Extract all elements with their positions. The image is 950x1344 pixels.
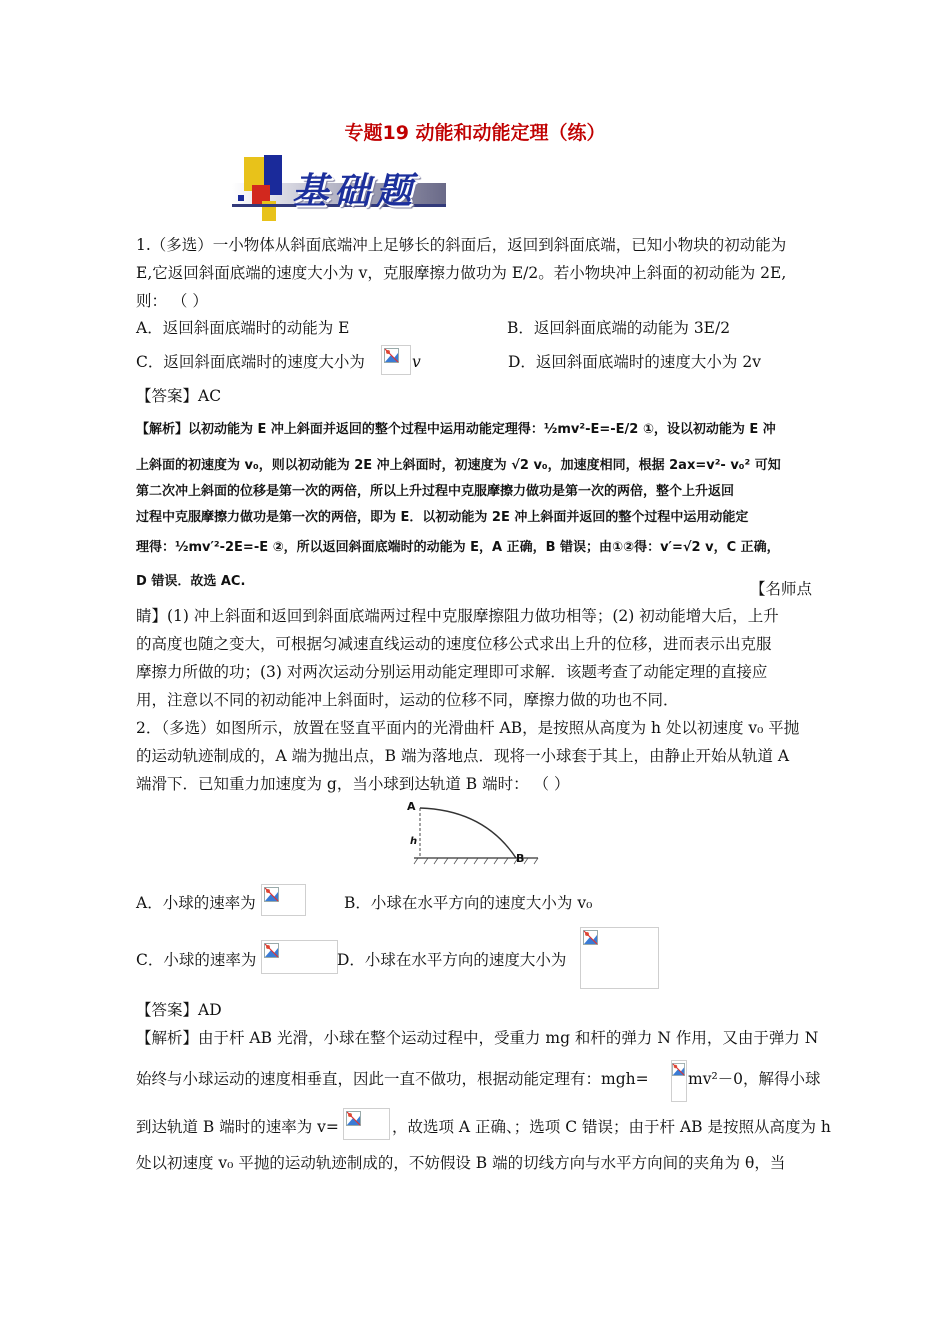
q2-line2: 的运动轨迹制成的，A 端为抛出点，B 端为落地点．现将一小球套于其上，由静止开始从轨道 A [136, 747, 790, 765]
q2-option-c: C．小球的速率为 [136, 951, 257, 969]
q2-expl-2-suffix: mv²－0，解得小球 [688, 1070, 821, 1088]
q1-option-a: A．返回斜面底端时的动能为 E [136, 319, 350, 337]
q2-option-d: D．小球在水平方向的速度大小为 [337, 951, 567, 969]
broken-image-icon [384, 348, 399, 363]
broken-image-icon [264, 887, 279, 902]
q1-tip-3: 摩擦力所做的功；(3) 对两次运动分别运用动能定理即可求解．该题考查了动能定理的直接应 [136, 663, 768, 681]
q1-option-c-suffix: v [412, 353, 421, 371]
q2-line3: 端滑下．已知重力加速度为 g，当小球到达轨道 B 端时： （ ） [136, 775, 570, 793]
q2-option-a-image [261, 884, 306, 916]
q1-tip-2: 的高度也随之变大，可根据匀减速直线运动的速度位移公式求出上升的位移，进而表示出克服 [136, 635, 772, 653]
q2-option-b: B．小球在水平方向的速度大小为 v₀ [344, 894, 593, 912]
q2-option-d-image [580, 927, 659, 989]
broken-image-icon [264, 943, 279, 958]
q1-option-c: C．返回斜面底端时的速度大小为 [136, 353, 365, 371]
q2-expl-4: 处以初速度 v₀ 平抛的运动轨迹制成的，不妨假设 B 端的切线方向与水平方向间的夹角为 θ，当 [136, 1154, 786, 1172]
broken-image-icon [346, 1111, 361, 1126]
q2-expl-2-image [671, 1060, 687, 1102]
label-a: A [407, 800, 416, 813]
page-title: 专题19 动能和动能定理（练） [344, 122, 606, 144]
q2-option-a: A．小球的速率为 [136, 894, 256, 912]
q1-expl-3: 第二次冲上斜面的位移是第一次的两倍，所以上升过程中克服摩擦力做功是第一次的两倍，整个上升返回 [136, 484, 735, 499]
q2-figure [404, 800, 544, 870]
q2-expl-3-image [343, 1108, 390, 1140]
broken-image-icon [672, 1063, 685, 1076]
q2-expl-3: 到达轨道 B 端时的速率为 v= [136, 1118, 339, 1136]
label-b: B [516, 852, 525, 865]
q1-answer: 【答案】AC [136, 387, 222, 405]
q1-expl-4: 过程中克服摩擦力做功是第一次的两倍，即为 E．以初动能为 2E 冲上斜面并返回的整个过程中运用动能定 [136, 510, 749, 525]
q1-option-c-image [381, 345, 411, 375]
q1-expl-5: 理得：½mv′²-2E=-E ②，所以返回斜面底端时的动能为 E，A 正确，B 错误；由①②得：v′=√2 v，C 正确， [136, 540, 780, 555]
q2-option-c-image [261, 940, 338, 974]
q1-tip-1: 睛】(1) 冲上斜面和返回到斜面底端两过程中克服摩擦阻力做功相等；(2) 初动能增大后，上升 [136, 607, 779, 625]
q1-expl-6: D 错误．故选 AC. [136, 574, 246, 589]
q1-expl-2: 上斜面的初速度为 v₀，则以初动能为 2E 冲上斜面时，初速度为 √2 v₀，加速度相同，根据 2ax=v²- v₀² 可知 [136, 458, 781, 473]
q2-expl-3-suffix: ，故选项 A 正确、；选项 C 错误；由于杆 AB 是按照从高度为 h [392, 1118, 831, 1136]
q1-option-b: B．返回斜面底端的动能为 3E/2 [507, 319, 731, 337]
q1-line1: 1.（多选）一小物体从斜面底端冲上足够长的斜面后，返回到斜面底端，已知小物块的初动能为 [136, 236, 787, 254]
label-h: h [410, 836, 418, 847]
q2-expl-2: 始终与小球运动的速度相垂直，因此一直不做功，根据动能定理有：mgh= [136, 1070, 649, 1088]
q1-option-d: D．返回斜面底端时的速度大小为 2v [508, 353, 761, 371]
q1-line3: 则： （ ） [136, 292, 208, 310]
q1-tip-head: 【名师点 [750, 580, 813, 598]
q2-line1: 2．（多选）如图所示，放置在竖直平面内的光滑曲杆 AB，是按照从高度为 h 处以初速度 v₀ 平抛 [136, 719, 800, 737]
q1-line2: E,它返回斜面底端的速度大小为 v，克服摩擦力做功为 E/2。若小物块冲上斜面的初动能为 2E, [136, 264, 787, 282]
curved-rod [420, 808, 516, 858]
broken-image-icon [583, 930, 598, 945]
q1-expl-1: 【解析】以初动能为 E 冲上斜面并返回的整个过程中运用动能定理得：½mv²-E=-E/2 ①，设以初动能为 E 冲 [136, 422, 776, 437]
banner-text: 基础题 [292, 170, 419, 212]
banner-graphic [232, 155, 446, 221]
q2-answer: 【答案】AD [136, 1001, 222, 1019]
q1-tip-4: 用，注意以不同的初动能冲上斜面时，运动的位移不同，摩擦力做的功也不同． [136, 691, 679, 709]
q2-expl-1: 【解析】由于杆 AB 光滑，小球在整个运动过程中，受重力 mg 和杆的弹力 N 作用，又由于弹力 N [136, 1029, 819, 1047]
